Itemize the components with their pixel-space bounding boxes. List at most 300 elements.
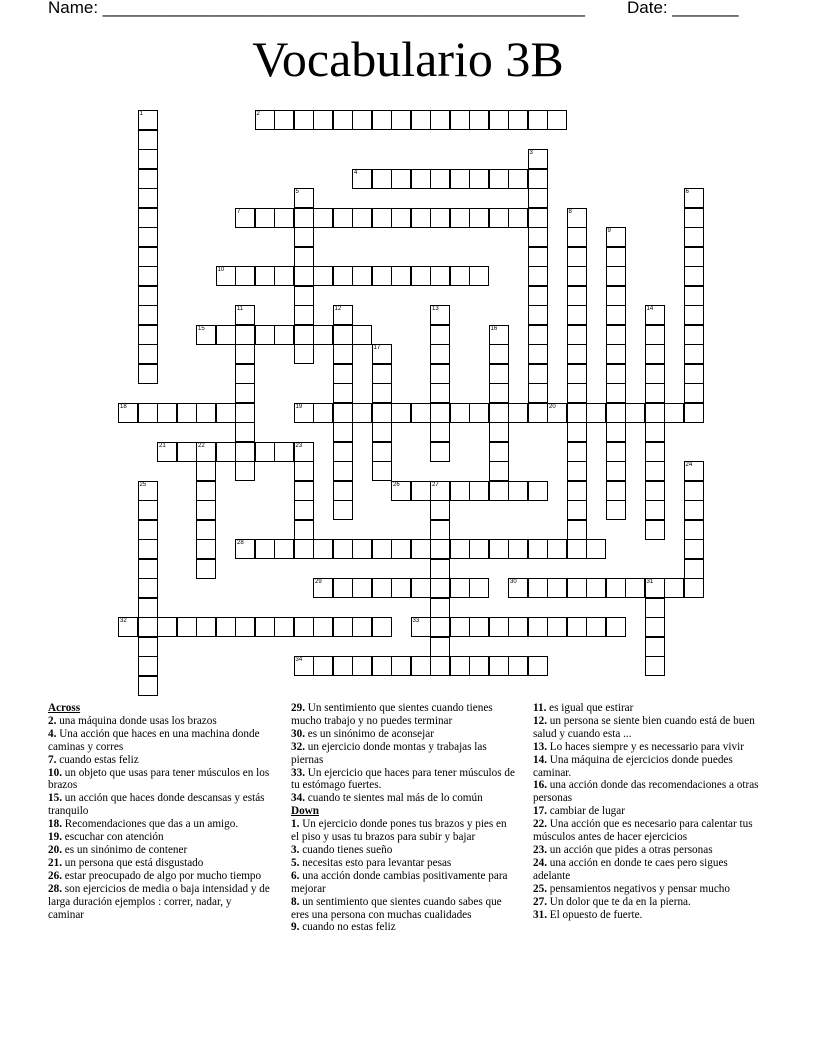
crossword-cell[interactable]	[606, 481, 626, 501]
crossword-cell[interactable]	[645, 344, 665, 364]
crossword-cell[interactable]	[138, 208, 158, 228]
crossword-cell[interactable]	[333, 500, 353, 520]
crossword-cell[interactable]	[489, 539, 509, 559]
crossword-cell[interactable]	[430, 325, 450, 345]
crossword-cell[interactable]	[450, 110, 470, 130]
crossword-cell[interactable]	[138, 188, 158, 208]
crossword-cell[interactable]	[196, 325, 216, 345]
crossword-cell[interactable]	[450, 539, 470, 559]
crossword-cell[interactable]	[196, 461, 216, 481]
crossword-cell[interactable]	[294, 520, 314, 540]
crossword-cell[interactable]	[235, 461, 255, 481]
crossword-cell[interactable]	[450, 481, 470, 501]
crossword-cell[interactable]	[138, 344, 158, 364]
crossword-cell[interactable]	[606, 364, 626, 384]
crossword-cell[interactable]	[177, 403, 197, 423]
crossword-cell[interactable]	[528, 208, 548, 228]
crossword-cell[interactable]	[430, 500, 450, 520]
crossword-cell[interactable]	[138, 169, 158, 189]
crossword-cell[interactable]	[138, 325, 158, 345]
crossword-cell[interactable]	[235, 208, 255, 228]
crossword-cell[interactable]	[508, 208, 528, 228]
crossword-cell[interactable]	[430, 559, 450, 579]
crossword-cell[interactable]	[333, 364, 353, 384]
crossword-cell[interactable]	[489, 656, 509, 676]
crossword-cell[interactable]	[469, 617, 489, 637]
crossword-cell[interactable]	[684, 305, 704, 325]
crossword-cell[interactable]	[294, 461, 314, 481]
crossword-cell[interactable]	[606, 325, 626, 345]
crossword-cell[interactable]	[313, 539, 333, 559]
crossword-cell[interactable]	[274, 442, 294, 462]
crossword-cell[interactable]	[684, 559, 704, 579]
crossword-cell[interactable]	[645, 461, 665, 481]
crossword-cell[interactable]	[586, 578, 606, 598]
crossword-cell[interactable]	[528, 578, 548, 598]
crossword-cell[interactable]	[528, 344, 548, 364]
crossword-cell[interactable]	[313, 617, 333, 637]
crossword-cell[interactable]	[645, 598, 665, 618]
crossword-cell[interactable]	[138, 403, 158, 423]
crossword-cell[interactable]	[606, 403, 626, 423]
crossword-cell[interactable]	[235, 325, 255, 345]
crossword-cell[interactable]	[138, 364, 158, 384]
crossword-cell[interactable]	[684, 286, 704, 306]
crossword-cell[interactable]	[411, 617, 431, 637]
crossword-cell[interactable]	[684, 578, 704, 598]
crossword-cell[interactable]	[645, 305, 665, 325]
crossword-cell[interactable]	[391, 403, 411, 423]
crossword-cell[interactable]	[508, 403, 528, 423]
crossword-cell[interactable]	[372, 169, 392, 189]
crossword-cell[interactable]	[430, 364, 450, 384]
crossword-cell[interactable]	[138, 149, 158, 169]
crossword-cell[interactable]	[157, 617, 177, 637]
crossword-cell[interactable]	[411, 578, 431, 598]
crossword-cell[interactable]	[450, 617, 470, 637]
crossword-cell[interactable]	[196, 617, 216, 637]
crossword-cell[interactable]	[606, 344, 626, 364]
crossword-cell[interactable]	[313, 578, 333, 598]
crossword-cell[interactable]	[469, 403, 489, 423]
crossword-cell[interactable]	[508, 578, 528, 598]
crossword-cell[interactable]	[235, 305, 255, 325]
crossword-cell[interactable]	[294, 286, 314, 306]
crossword-cell[interactable]	[118, 403, 138, 423]
crossword-cell[interactable]	[489, 208, 509, 228]
crossword-cell[interactable]	[684, 461, 704, 481]
crossword-cell[interactable]	[684, 188, 704, 208]
crossword-cell[interactable]	[469, 481, 489, 501]
crossword-cell[interactable]	[235, 617, 255, 637]
crossword-cell[interactable]	[528, 227, 548, 247]
crossword-cell[interactable]	[430, 422, 450, 442]
crossword-cell[interactable]	[684, 266, 704, 286]
crossword-cell[interactable]	[294, 325, 314, 345]
crossword-cell[interactable]	[508, 481, 528, 501]
crossword-cell[interactable]	[235, 383, 255, 403]
crossword-cell[interactable]	[391, 481, 411, 501]
crossword-cell[interactable]	[430, 481, 450, 501]
crossword-cell[interactable]	[138, 247, 158, 267]
crossword-cell[interactable]	[333, 325, 353, 345]
crossword-cell[interactable]	[411, 169, 431, 189]
crossword-cell[interactable]	[411, 266, 431, 286]
crossword-cell[interactable]	[567, 403, 587, 423]
crossword-cell[interactable]	[255, 110, 275, 130]
crossword-cell[interactable]	[567, 539, 587, 559]
crossword-cell[interactable]	[489, 110, 509, 130]
crossword-cell[interactable]	[450, 266, 470, 286]
crossword-cell[interactable]	[391, 539, 411, 559]
crossword-cell[interactable]	[352, 578, 372, 598]
crossword-cell[interactable]	[235, 442, 255, 462]
crossword-cell[interactable]	[294, 188, 314, 208]
crossword-cell[interactable]	[645, 403, 665, 423]
crossword-cell[interactable]	[333, 656, 353, 676]
crossword-cell[interactable]	[606, 266, 626, 286]
crossword-cell[interactable]	[606, 305, 626, 325]
crossword-cell[interactable]	[430, 344, 450, 364]
crossword-cell[interactable]	[645, 637, 665, 657]
crossword-cell[interactable]	[333, 344, 353, 364]
crossword-cell[interactable]	[508, 656, 528, 676]
crossword-cell[interactable]	[430, 539, 450, 559]
crossword-cell[interactable]	[664, 578, 684, 598]
crossword-cell[interactable]	[469, 208, 489, 228]
crossword-cell[interactable]	[411, 403, 431, 423]
crossword-cell[interactable]	[118, 617, 138, 637]
crossword-cell[interactable]	[138, 617, 158, 637]
crossword-cell[interactable]	[216, 403, 236, 423]
crossword-cell[interactable]	[567, 325, 587, 345]
crossword-cell[interactable]	[333, 305, 353, 325]
crossword-cell[interactable]	[294, 227, 314, 247]
crossword-cell[interactable]	[333, 578, 353, 598]
crossword-cell[interactable]	[352, 403, 372, 423]
crossword-cell[interactable]	[352, 539, 372, 559]
crossword-cell[interactable]	[508, 169, 528, 189]
crossword-cell[interactable]	[333, 617, 353, 637]
crossword-cell[interactable]	[216, 442, 236, 462]
crossword-cell[interactable]	[489, 442, 509, 462]
crossword-cell[interactable]	[333, 442, 353, 462]
crossword-cell[interactable]	[235, 539, 255, 559]
crossword-cell[interactable]	[586, 617, 606, 637]
crossword-cell[interactable]	[528, 325, 548, 345]
crossword-cell[interactable]	[567, 442, 587, 462]
crossword-cell[interactable]	[469, 578, 489, 598]
crossword-cell[interactable]	[606, 578, 626, 598]
crossword-cell[interactable]	[528, 481, 548, 501]
crossword-cell[interactable]	[528, 266, 548, 286]
crossword-cell[interactable]	[157, 403, 177, 423]
crossword-cell[interactable]	[372, 266, 392, 286]
crossword-cell[interactable]	[645, 325, 665, 345]
crossword-cell[interactable]	[469, 266, 489, 286]
crossword-cell[interactable]	[430, 169, 450, 189]
crossword-cell[interactable]	[333, 266, 353, 286]
crossword-cell[interactable]	[138, 637, 158, 657]
crossword-cell[interactable]	[469, 539, 489, 559]
crossword-cell[interactable]	[625, 403, 645, 423]
crossword-cell[interactable]	[528, 305, 548, 325]
crossword-cell[interactable]	[372, 422, 392, 442]
crossword-cell[interactable]	[684, 364, 704, 384]
crossword-cell[interactable]	[489, 617, 509, 637]
crossword-cell[interactable]	[294, 305, 314, 325]
crossword-cell[interactable]	[606, 422, 626, 442]
crossword-cell[interactable]	[138, 656, 158, 676]
crossword-cell[interactable]	[352, 110, 372, 130]
crossword-cell[interactable]	[235, 344, 255, 364]
crossword-cell[interactable]	[235, 422, 255, 442]
crossword-cell[interactable]	[138, 130, 158, 150]
crossword-cell[interactable]	[528, 383, 548, 403]
crossword-cell[interactable]	[391, 656, 411, 676]
crossword-cell[interactable]	[138, 578, 158, 598]
crossword-cell[interactable]	[294, 266, 314, 286]
crossword-cell[interactable]	[645, 578, 665, 598]
crossword-cell[interactable]	[138, 500, 158, 520]
crossword-cell[interactable]	[411, 481, 431, 501]
crossword-cell[interactable]	[567, 578, 587, 598]
crossword-cell[interactable]	[567, 286, 587, 306]
crossword-cell[interactable]	[274, 617, 294, 637]
crossword-cell[interactable]	[547, 617, 567, 637]
crossword-cell[interactable]	[138, 520, 158, 540]
crossword-cell[interactable]	[567, 383, 587, 403]
crossword-cell[interactable]	[450, 656, 470, 676]
crossword-cell[interactable]	[294, 656, 314, 676]
crossword-cell[interactable]	[684, 325, 704, 345]
crossword-cell[interactable]	[372, 461, 392, 481]
crossword-cell[interactable]	[430, 110, 450, 130]
crossword-cell[interactable]	[645, 481, 665, 501]
crossword-cell[interactable]	[645, 656, 665, 676]
crossword-cell[interactable]	[372, 539, 392, 559]
crossword-cell[interactable]	[528, 539, 548, 559]
crossword-cell[interactable]	[372, 617, 392, 637]
crossword-cell[interactable]	[274, 539, 294, 559]
crossword-cell[interactable]	[645, 383, 665, 403]
crossword-cell[interactable]	[645, 617, 665, 637]
crossword-cell[interactable]	[430, 305, 450, 325]
crossword-cell[interactable]	[606, 617, 626, 637]
crossword-cell[interactable]	[489, 422, 509, 442]
crossword-cell[interactable]	[333, 403, 353, 423]
crossword-cell[interactable]	[294, 481, 314, 501]
crossword-cell[interactable]	[255, 539, 275, 559]
crossword-cell[interactable]	[567, 461, 587, 481]
crossword-cell[interactable]	[645, 422, 665, 442]
crossword-cell[interactable]	[528, 110, 548, 130]
crossword-cell[interactable]	[684, 520, 704, 540]
crossword-cell[interactable]	[138, 305, 158, 325]
crossword-cell[interactable]	[294, 617, 314, 637]
crossword-cell[interactable]	[684, 500, 704, 520]
crossword-cell[interactable]	[567, 364, 587, 384]
crossword-cell[interactable]	[450, 208, 470, 228]
crossword-cell[interactable]	[528, 656, 548, 676]
crossword-cell[interactable]	[138, 227, 158, 247]
crossword-cell[interactable]	[547, 578, 567, 598]
crossword-cell[interactable]	[547, 110, 567, 130]
crossword-cell[interactable]	[352, 617, 372, 637]
crossword-cell[interactable]	[430, 617, 450, 637]
crossword-cell[interactable]	[567, 305, 587, 325]
crossword-cell[interactable]	[606, 461, 626, 481]
crossword-cell[interactable]	[372, 383, 392, 403]
crossword-cell[interactable]	[274, 266, 294, 286]
crossword-cell[interactable]	[645, 442, 665, 462]
crossword-cell[interactable]	[567, 227, 587, 247]
crossword-cell[interactable]	[294, 403, 314, 423]
crossword-cell[interactable]	[489, 481, 509, 501]
crossword-cell[interactable]	[352, 325, 372, 345]
crossword-cell[interactable]	[196, 442, 216, 462]
crossword-cell[interactable]	[489, 403, 509, 423]
crossword-cell[interactable]	[333, 539, 353, 559]
crossword-cell[interactable]	[391, 266, 411, 286]
crossword-cell[interactable]	[235, 266, 255, 286]
crossword-cell[interactable]	[372, 442, 392, 462]
crossword-cell[interactable]	[333, 461, 353, 481]
crossword-cell[interactable]	[430, 578, 450, 598]
crossword-cell[interactable]	[391, 169, 411, 189]
crossword-cell[interactable]	[294, 500, 314, 520]
crossword-cell[interactable]	[196, 481, 216, 501]
crossword-cell[interactable]	[352, 169, 372, 189]
name-line[interactable]: Name: ___________________________________________________	[48, 0, 585, 17]
crossword-cell[interactable]	[508, 539, 528, 559]
crossword-cell[interactable]	[216, 266, 236, 286]
crossword-cell[interactable]	[489, 383, 509, 403]
crossword-cell[interactable]	[508, 617, 528, 637]
crossword-cell[interactable]	[450, 169, 470, 189]
crossword-cell[interactable]	[606, 383, 626, 403]
crossword-cell[interactable]	[645, 500, 665, 520]
crossword-cell[interactable]	[450, 578, 470, 598]
crossword-cell[interactable]	[411, 110, 431, 130]
crossword-cell[interactable]	[469, 110, 489, 130]
crossword-cell[interactable]	[313, 403, 333, 423]
crossword-cell[interactable]	[157, 442, 177, 462]
crossword-cell[interactable]	[196, 403, 216, 423]
crossword-cell[interactable]	[391, 208, 411, 228]
crossword-cell[interactable]	[430, 383, 450, 403]
crossword-cell[interactable]	[177, 442, 197, 462]
crossword-cell[interactable]	[450, 403, 470, 423]
crossword-cell[interactable]	[274, 110, 294, 130]
crossword-cell[interactable]	[567, 266, 587, 286]
crossword-cell[interactable]	[684, 539, 704, 559]
crossword-cell[interactable]	[372, 344, 392, 364]
crossword-cell[interactable]	[664, 403, 684, 423]
crossword-cell[interactable]	[606, 227, 626, 247]
crossword-cell[interactable]	[684, 403, 704, 423]
crossword-cell[interactable]	[684, 481, 704, 501]
crossword-cell[interactable]	[430, 208, 450, 228]
crossword-cell[interactable]	[411, 656, 431, 676]
crossword-cell[interactable]	[196, 559, 216, 579]
crossword-cell[interactable]	[333, 110, 353, 130]
crossword-cell[interactable]	[528, 149, 548, 169]
crossword-cell[interactable]	[567, 422, 587, 442]
crossword-cell[interactable]	[469, 169, 489, 189]
crossword-cell[interactable]	[606, 247, 626, 267]
crossword-cell[interactable]	[138, 598, 158, 618]
crossword-cell[interactable]	[528, 617, 548, 637]
crossword-cell[interactable]	[216, 617, 236, 637]
crossword-cell[interactable]	[528, 169, 548, 189]
crossword-cell[interactable]	[567, 344, 587, 364]
crossword-cell[interactable]	[547, 403, 567, 423]
crossword-cell[interactable]	[333, 481, 353, 501]
crossword-cell[interactable]	[391, 110, 411, 130]
crossword-cell[interactable]	[606, 442, 626, 462]
crossword-cell[interactable]	[547, 539, 567, 559]
crossword-cell[interactable]	[684, 247, 704, 267]
crossword-cell[interactable]	[313, 208, 333, 228]
crossword-cell[interactable]	[430, 403, 450, 423]
crossword-cell[interactable]	[274, 208, 294, 228]
crossword-cell[interactable]	[333, 422, 353, 442]
crossword-cell[interactable]	[138, 559, 158, 579]
crossword-cell[interactable]	[567, 208, 587, 228]
crossword-cell[interactable]	[567, 500, 587, 520]
crossword-cell[interactable]	[606, 286, 626, 306]
crossword-cell[interactable]	[430, 598, 450, 618]
crossword-cell[interactable]	[274, 325, 294, 345]
crossword-cell[interactable]	[333, 383, 353, 403]
crossword-cell[interactable]	[372, 656, 392, 676]
crossword-cell[interactable]	[352, 266, 372, 286]
crossword-cell[interactable]	[255, 617, 275, 637]
crossword-cell[interactable]	[294, 208, 314, 228]
crossword-cell[interactable]	[255, 325, 275, 345]
crossword-cell[interactable]	[489, 364, 509, 384]
crossword-cell[interactable]	[430, 637, 450, 657]
crossword-cell[interactable]	[586, 539, 606, 559]
crossword-cell[interactable]	[294, 247, 314, 267]
crossword-cell[interactable]	[528, 247, 548, 267]
crossword-cell[interactable]	[372, 403, 392, 423]
crossword-cell[interactable]	[567, 247, 587, 267]
crossword-cell[interactable]	[177, 617, 197, 637]
crossword-cell[interactable]	[333, 208, 353, 228]
crossword-cell[interactable]	[196, 520, 216, 540]
crossword-cell[interactable]	[391, 578, 411, 598]
crossword-cell[interactable]	[430, 442, 450, 462]
crossword-cell[interactable]	[372, 578, 392, 598]
crossword-cell[interactable]	[489, 344, 509, 364]
crossword-cell[interactable]	[235, 364, 255, 384]
date-line[interactable]: Date: _______	[627, 0, 739, 17]
crossword-cell[interactable]	[528, 286, 548, 306]
crossword-cell[interactable]	[313, 266, 333, 286]
crossword-cell[interactable]	[138, 286, 158, 306]
crossword-cell[interactable]	[294, 344, 314, 364]
crossword-cell[interactable]	[684, 208, 704, 228]
crossword-cell[interactable]	[469, 656, 489, 676]
crossword-cell[interactable]	[196, 500, 216, 520]
crossword-cell[interactable]	[528, 364, 548, 384]
crossword-cell[interactable]	[138, 539, 158, 559]
crossword-cell[interactable]	[430, 656, 450, 676]
crossword-cell[interactable]	[196, 539, 216, 559]
crossword-cell[interactable]	[372, 208, 392, 228]
